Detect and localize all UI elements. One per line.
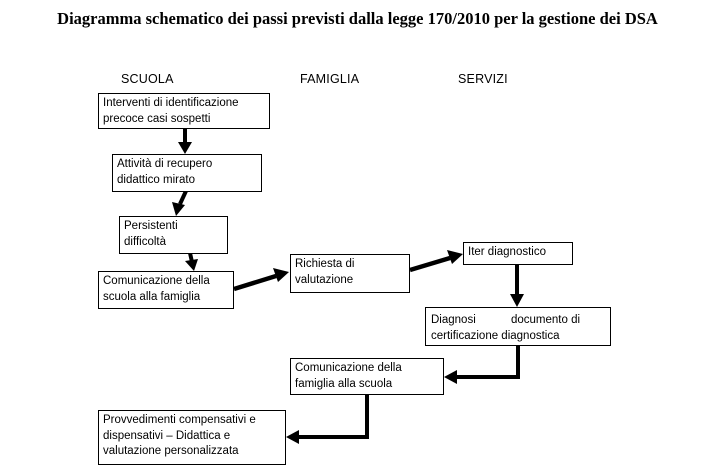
- step-diagnosi-label-a: Diagnosi: [431, 314, 476, 326]
- arrowhead-provvedimenti: [286, 430, 299, 444]
- step-provvedimenti: [98, 410, 286, 465]
- step-recupero: [112, 154, 262, 192]
- step-identificazione: [98, 93, 270, 129]
- diagram-title: Diagramma schematico dei passi previsti dalla legge 170/2010 per la gestione dei DSA: [57, 9, 658, 28]
- step-diagnosi-label-b: documento di certificazione diagnostica: [431, 314, 581, 342]
- step-comunicazione-famiglia-label: Comunicazione della famiglia alla scuola: [295, 362, 402, 390]
- arrowhead-comunicazione-scuola: [185, 259, 198, 271]
- step-richiesta-label: Richiesta di valutazione: [295, 258, 355, 286]
- step-comunicazione-scuola-label: Comunicazione della scuola alla famiglia: [103, 275, 210, 303]
- arrow-comunicazione-famiglia-provvedimenti: [298, 395, 367, 437]
- arrow-richiesta-iter: [410, 258, 450, 270]
- step-comunicazione-scuola: [98, 271, 234, 309]
- column-header-famiglia: FAMIGLIA: [300, 72, 360, 86]
- arrowhead-recupero: [178, 142, 192, 154]
- arrowhead-comunicazione-famiglia: [444, 370, 457, 384]
- step-comunicazione-famiglia: [290, 358, 444, 395]
- step-recupero-label: Attività di recupero didattico mirato: [117, 158, 213, 186]
- arrow-diagnosi-comunicazione-famiglia: [456, 346, 518, 377]
- step-identificazione-label: Interventi di identificazione precoce casi sospetti: [103, 97, 239, 125]
- step-diagnosi: [425, 307, 611, 346]
- step-provvedimenti-label: Provvedimenti compensativi e dispensativi – Didattica e valutazione personalizzata: [103, 414, 256, 457]
- arrowhead-persistenti: [172, 202, 185, 216]
- step-iter: [463, 242, 573, 265]
- arrow-comunicazione-richiesta: [234, 276, 276, 289]
- step-iter-label: Iter diagnostico: [468, 246, 546, 258]
- step-richiesta: [290, 254, 410, 293]
- arrow-recupero-persistenti: [180, 191, 186, 204]
- column-header-scuola: SCUOLA: [121, 72, 174, 86]
- arrowhead-diagnosi: [510, 294, 524, 307]
- step-persistenti: [119, 216, 228, 254]
- column-header-servizi: SERVIZI: [458, 72, 508, 86]
- step-persistenti-label: Persistenti difficoltà: [124, 220, 178, 248]
